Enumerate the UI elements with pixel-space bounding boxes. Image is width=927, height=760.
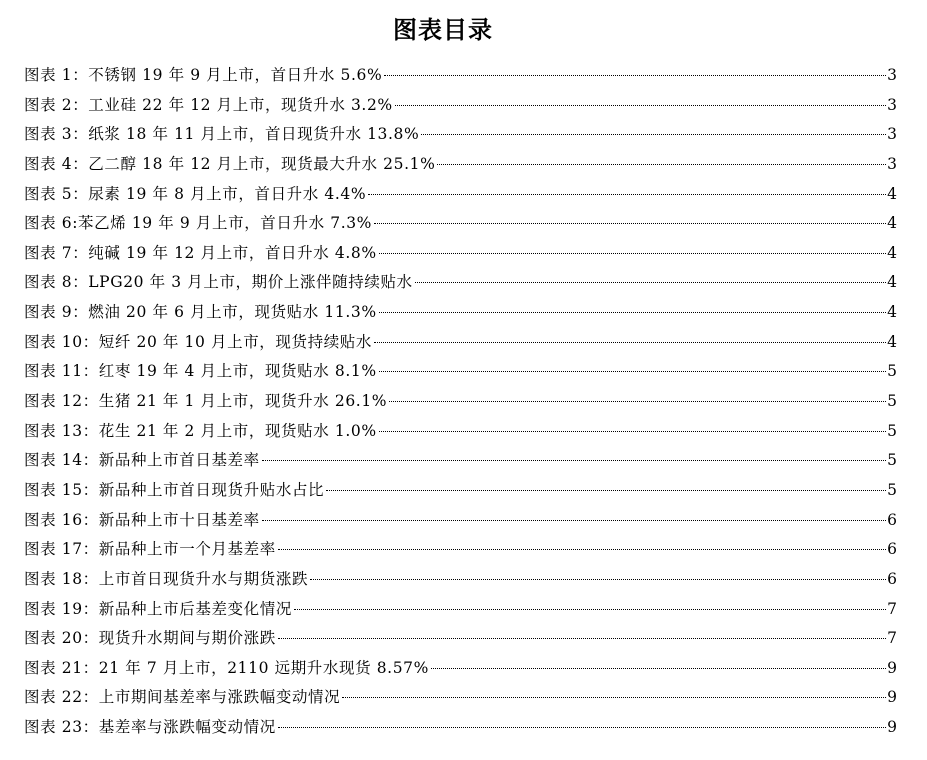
toc-entry-label[interactable]: 图表 4：乙二醇 18 年 12 月上市，现货最大升水 25.1% [24, 154, 436, 173]
toc-entry-page-number[interactable]: 6 [887, 540, 897, 559]
toc-entry[interactable] [24, 328, 897, 358]
toc-entry-page-number[interactable]: 4 [887, 214, 897, 233]
dot-leader [379, 371, 886, 372]
toc-entry-label[interactable]: 图表 17：新品种上市一个月基差率 [24, 540, 276, 559]
dot-leader [374, 342, 886, 343]
toc-entry[interactable] [24, 476, 897, 506]
dot-leader [379, 253, 886, 254]
toc-entry[interactable] [24, 624, 897, 654]
toc-entry-page-number[interactable]: 3 [887, 95, 897, 114]
toc-entry-label[interactable]: 图表 8：LPG20 年 3 月上市，期价上涨伴随持续贴水 [24, 273, 413, 292]
dot-leader [278, 638, 886, 639]
toc-entry-label[interactable]: 图表 10：短纤 20 年 10 月上市，现货持续贴水 [24, 332, 373, 351]
toc-entry-label[interactable]: 图表 21：21 年 7 月上市，2110 远期升水现货 8.57% [24, 658, 429, 677]
toc-entry[interactable] [24, 268, 897, 298]
toc-entry-page-number[interactable]: 9 [887, 718, 897, 737]
toc-entry[interactable] [24, 595, 897, 625]
dot-leader [278, 549, 886, 550]
toc-entry-label[interactable]: 图表 18：上市首日现货升水与期货涨跌 [24, 569, 309, 588]
toc-entry[interactable] [24, 120, 897, 150]
toc-entry[interactable] [24, 209, 897, 239]
dot-leader [342, 697, 886, 698]
toc-entry[interactable] [24, 180, 897, 210]
dot-leader [368, 194, 886, 195]
toc-entry-page-number[interactable]: 5 [887, 480, 897, 499]
toc-entry-page-number[interactable]: 6 [887, 569, 897, 588]
toc-entry-page-number[interactable]: 3 [887, 154, 897, 173]
toc-entry-page-number[interactable]: 7 [887, 629, 897, 648]
dot-leader [262, 520, 886, 521]
toc-entry-page-number[interactable]: 3 [887, 125, 897, 144]
toc-entry-label[interactable]: 图表 11：红枣 19 年 4 月上市，现货贴水 8.1% [24, 362, 377, 381]
toc-entry-page-number[interactable]: 3 [887, 66, 897, 84]
dot-leader [431, 668, 886, 669]
toc-entry-label[interactable]: 图表 23：基差率与涨跌幅变动情况 [24, 718, 276, 737]
toc-entry[interactable] [24, 654, 897, 684]
toc-entry-label[interactable]: 图表 2：工业硅 22 年 12 月上市，现货升水 3.2% [24, 95, 393, 114]
toc-entry-label[interactable]: 图表 22：上市期间基差率与涨跌幅变动情况 [24, 688, 341, 707]
toc-entry-page-number[interactable]: 4 [887, 332, 897, 351]
toc-entry[interactable] [24, 683, 897, 713]
toc-entry-label[interactable]: 图表 13：花生 21 年 2 月上市，现货贴水 1.0% [24, 421, 377, 440]
toc-entry[interactable] [24, 91, 897, 121]
toc-entry-page-number[interactable]: 5 [887, 392, 897, 411]
toc-entry[interactable] [24, 357, 897, 387]
toc-entry-page-number[interactable]: 6 [887, 510, 897, 529]
toc-entry[interactable] [24, 506, 897, 536]
toc-entry[interactable] [24, 713, 897, 743]
toc-entry-page-number[interactable]: 9 [887, 658, 897, 677]
toc-title: 图表目录 [393, 16, 493, 44]
toc-entry-label[interactable]: 图表 14：新品种上市首日基差率 [24, 451, 260, 470]
toc-entry-label[interactable]: 图表 19：新品种上市后基差变化情况 [24, 599, 292, 618]
dot-leader [326, 490, 886, 491]
dot-leader [415, 282, 886, 283]
dot-leader [262, 460, 886, 461]
dot-leader [374, 223, 886, 224]
toc-entry-label[interactable]: 图表 6:苯乙烯 19 年 9 月上市，首日升水 7.3% [24, 214, 373, 233]
toc-entry[interactable] [24, 387, 897, 417]
toc-entry-page-number[interactable]: 4 [887, 273, 897, 292]
toc-entry-label[interactable]: 图表 3：纸浆 18 年 11 月上市，首日现货升水 13.8% [24, 125, 420, 144]
toc-entry-label[interactable]: 图表 9：燃油 20 年 6 月上市，现货贴水 11.3% [24, 303, 377, 322]
dot-leader [384, 75, 886, 76]
toc-entry-page-number[interactable]: 7 [887, 599, 897, 618]
toc-entry-label[interactable]: 图表 15：新品种上市首日现货升贴水占比 [24, 480, 325, 499]
toc-entry-label[interactable]: 图表 5：尿素 19 年 8 月上市，首日升水 4.4% [24, 184, 367, 203]
toc-entry[interactable] [24, 446, 897, 476]
toc-entry-page-number[interactable]: 5 [887, 362, 897, 381]
dot-leader [379, 312, 886, 313]
toc-entry-page-number[interactable]: 5 [887, 451, 897, 470]
dot-leader [437, 164, 886, 165]
dot-leader [278, 727, 886, 728]
dot-leader [379, 431, 886, 432]
toc-entry-label[interactable]: 图表 7：纯碱 19 年 12 月上市，首日升水 4.8% [24, 243, 377, 262]
toc-entry[interactable] [24, 417, 897, 447]
dot-leader [395, 105, 886, 106]
toc-entry-label[interactable]: 图表 1：不锈钢 19 年 9 月上市，首日升水 5.6% [24, 66, 383, 84]
toc-entry[interactable] [24, 535, 897, 565]
toc-entry[interactable] [24, 61, 897, 91]
toc-entry[interactable] [24, 150, 897, 180]
toc-entry-page-number[interactable]: 9 [887, 688, 897, 707]
toc-entry-label[interactable]: 图表 20：现货升水期间与期价涨跌 [24, 629, 276, 648]
toc-entry[interactable] [24, 565, 897, 595]
toc-entry-page-number[interactable]: 4 [887, 184, 897, 203]
toc-entry[interactable] [24, 298, 897, 328]
dot-leader [310, 579, 886, 580]
toc-entry-label[interactable]: 图表 16：新品种上市十日基差率 [24, 510, 260, 529]
dot-leader [421, 134, 886, 135]
toc-entry-page-number[interactable]: 5 [887, 421, 897, 440]
toc-entry-page-number[interactable]: 4 [887, 303, 897, 322]
toc-entry-page-number[interactable]: 4 [887, 243, 897, 262]
dot-leader [389, 401, 886, 402]
toc-entry-label[interactable]: 图表 12：生猪 21 年 1 月上市，现货升水 26.1% [24, 392, 388, 411]
dot-leader [294, 609, 886, 610]
toc-list [24, 61, 897, 743]
toc-entry[interactable] [24, 239, 897, 269]
